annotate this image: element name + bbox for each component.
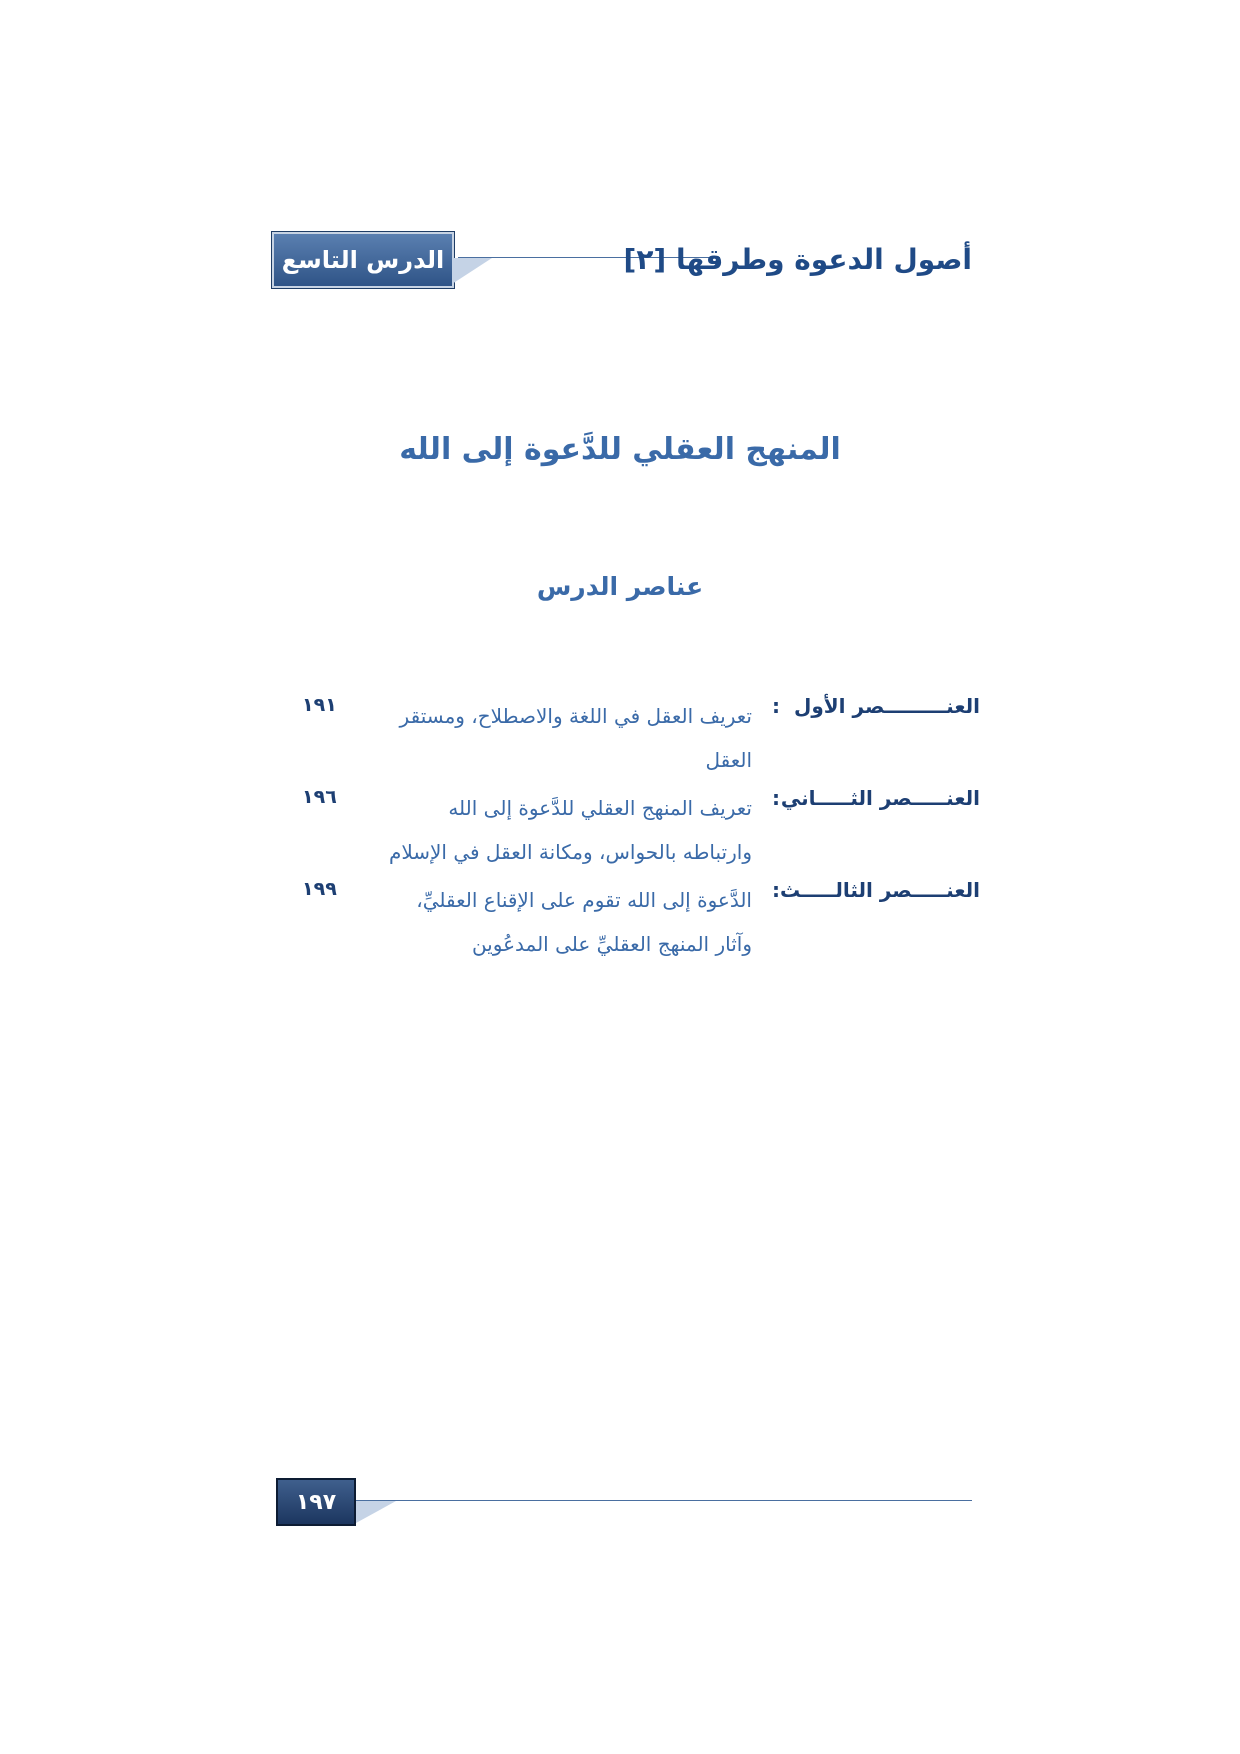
element-page-number: ١٩١ [302, 694, 337, 716]
element-row [290, 782, 980, 874]
lesson-title: المنهج العقلي للدَّعوة إلى الله [399, 432, 841, 467]
element-text: تعريف العقل في اللغة والاصطلاح، ومستقر العقل [399, 704, 752, 772]
element-colon: : [772, 878, 780, 902]
element-page-number: ١٩٩ [302, 878, 337, 900]
lesson-label: الدرس التاسع [272, 232, 454, 288]
element-colon: : [772, 694, 780, 718]
header-wedge-decoration [452, 258, 492, 284]
element-label: العنـــــــــصر الأول [794, 694, 980, 718]
element-row [290, 690, 980, 782]
element-colon: : [772, 786, 780, 810]
element-label: العنـــــصر الثـــــاني [780, 786, 980, 810]
element-text: الدَّعوة إلى الله تقوم على الإقناع العقليِّ، وآثار المنهج العقليِّ على المدعُوين [416, 888, 752, 956]
footer-rule [355, 1500, 972, 1501]
footer-wedge-decoration [356, 1501, 396, 1523]
elements-list [290, 690, 980, 966]
page-number: ١٩٧ [276, 1478, 356, 1526]
page-header [272, 230, 972, 288]
element-page-number: ١٩٦ [302, 786, 337, 808]
book-title: أصول الدعوة وطرقها [٢] [623, 242, 972, 276]
element-row [290, 874, 980, 966]
element-text: تعريف المنهج العقلي للدَّعوة إلى الله وارتباطه بالحواس، ومكانة العقل في الإسلام [388, 796, 752, 864]
elements-heading: عناصر الدرس [536, 572, 704, 601]
element-label: العنـــــصر الثالـــــث [779, 878, 980, 902]
